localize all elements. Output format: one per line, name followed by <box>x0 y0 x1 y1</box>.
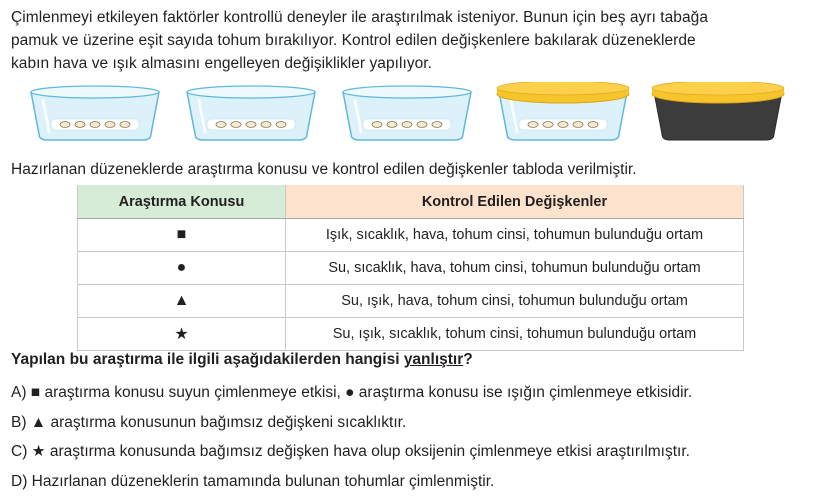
table-caption: Hazırlanan düzeneklerde araştırma konusu ve kontrol edilen değişkenler tabloda verilmiştir. <box>11 161 637 178</box>
problem-intro <box>11 6 811 75</box>
option-c[interactable]: C) ★ araştırma konusunda bağımsız değişken hava olup oksijenin çimlenmeye etkisi araştırılmıştır. <box>11 443 690 461</box>
option-d[interactable]: D) Hazırlanan düzeneklerin tamamında bulunan tohumlar çimlenmiştir. <box>11 473 495 491</box>
covered-dish <box>497 82 629 140</box>
square-symbol-cell: ■ <box>78 219 286 252</box>
table-row <box>78 285 744 318</box>
intro-line-1: Çimlenmeyi etkileyen faktörler kontrollü deneyler ile araştırılmak isteniyor. Bunun için beş ayrı tabağa <box>11 9 708 26</box>
circle-symbol-cell: ● <box>78 252 286 285</box>
question-after: ? <box>463 351 473 368</box>
open-dish <box>187 86 315 140</box>
answer-options <box>11 380 692 499</box>
table-header-row <box>78 185 744 219</box>
question-text <box>11 351 473 369</box>
option-b[interactable]: B) ▲ araştırma konusunun bağımsız değişkeni sıcaklıktır. <box>11 413 407 431</box>
dish-illustration <box>0 82 819 152</box>
table-row <box>78 252 744 285</box>
header-controlled-variables: Kontrol Edilen Değişkenler <box>286 185 744 219</box>
variables-cell: Su, sıcaklık, hava, tohum cinsi, tohumun bulunduğu ortam <box>286 252 744 285</box>
dark-covered-dish <box>652 82 784 140</box>
variables-table <box>77 185 744 351</box>
open-dish <box>343 86 471 140</box>
header-research-topic: Araştırma Konusu <box>78 185 286 219</box>
triangle-symbol-cell: ▲ <box>78 285 286 318</box>
open-dish <box>31 86 159 140</box>
variables-cell: Su, ışık, hava, tohum cinsi, tohumun bulunduğu ortam <box>286 285 744 318</box>
table-row <box>78 318 744 351</box>
variables-cell: Su, ışık, sıcaklık, tohum cinsi, tohumun bulunduğu ortam <box>286 318 744 351</box>
variables-cell: Işık, sıcaklık, hava, tohum cinsi, tohumun bulunduğu ortam <box>286 219 744 252</box>
intro-line-2: pamuk ve üzerine eşit sayıda tohum bırakılıyor. Kontrol edilen değişkenlere bakılarak düzeneklerde <box>11 32 696 49</box>
intro-line-3: kabın hava ve ışık almasını engelleyen değişiklikler yapılıyor. <box>11 55 433 72</box>
question-before: Yapılan bu araştırma ile ilgili aşağıdakilerden hangisi <box>11 351 404 368</box>
table-row <box>78 219 744 252</box>
star-symbol-cell: ★ <box>78 318 286 351</box>
question-underlined-word: yanlıştır <box>403 351 464 368</box>
option-a[interactable]: A) ■ araştırma konusu suyun çimlenmeye etkisi, ● araştırma konusu ise ışığın çimlenmeye etkisidir. <box>11 384 693 401</box>
